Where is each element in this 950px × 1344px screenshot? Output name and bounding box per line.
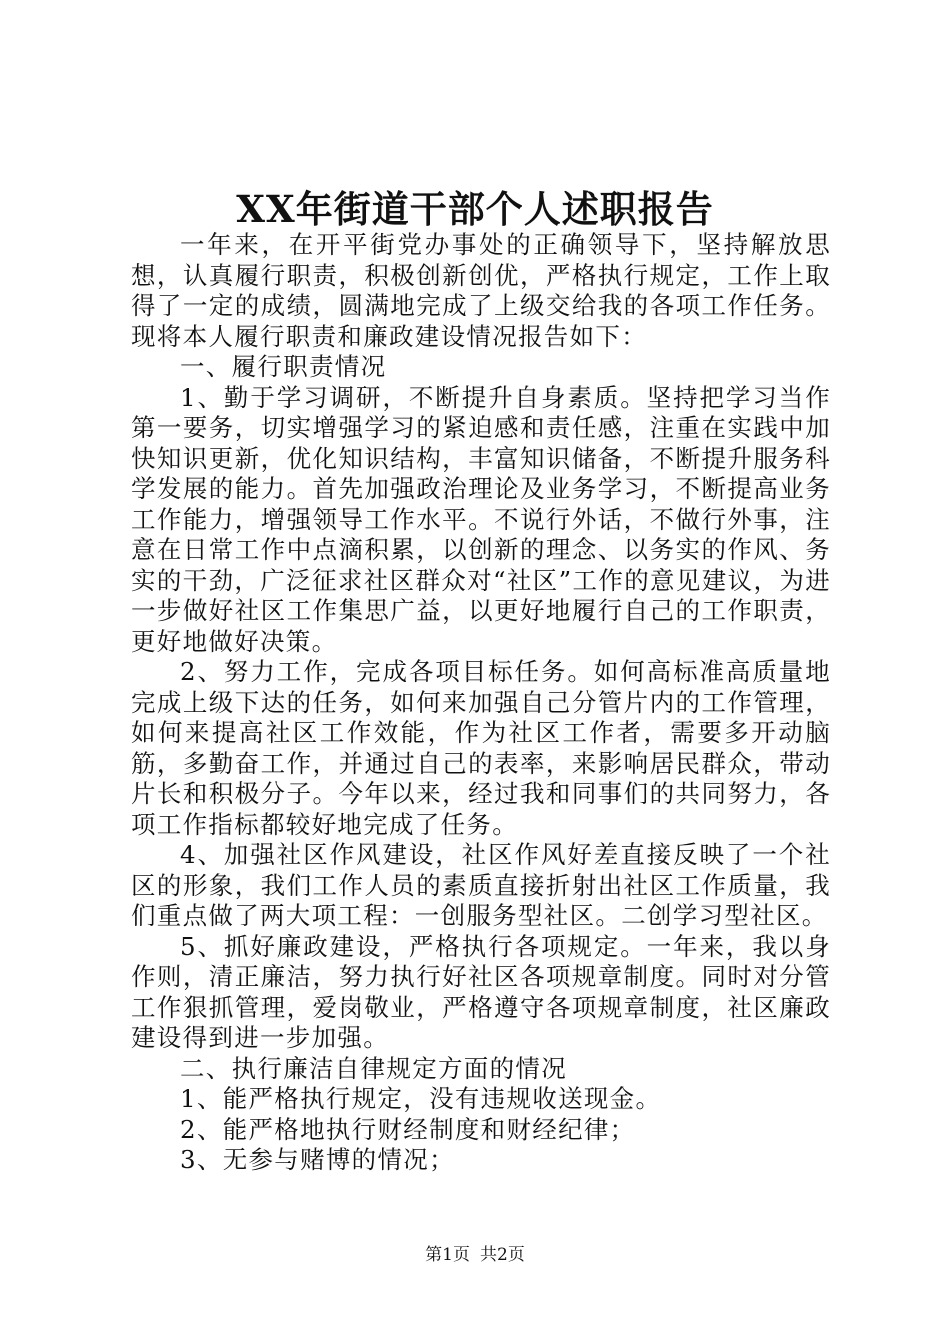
document-body — [131, 230, 831, 1176]
paragraph-style: 4、加强社区作风建设，社区作风好差直接反映了一个社区的形象，我们工作人员的素质直接折射出社区工作质量，我们重点做了两大项工程：一创服务型社区。二创学习型社区。 — [131, 840, 831, 930]
paragraph-work: 2、努力工作，完成各项目标任务。如何高标准高质量地完成上级下达的任务，如何来加强自己分管片内的工作管理，如何来提高社区工作效能，作为社区工作者，需要多开动脑筋，多勤奋工作，并通过自己的表率，来影响居民群众，带动片长和积极分子。今年以来，经过我和同事们的共同努力，各项工作指标都较好地完成了任务。 — [131, 657, 831, 839]
page-total: 共2页 — [480, 1245, 525, 1265]
paragraph-integrity: 5、抓好廉政建设，严格执行各项规定。一年来，我以身作则，清正廉洁，努力执行好社区各项规章制度。同时对分管工作狠抓管理，爱岗敬业，严格遵守各项规章制度，社区廉政建设得到进一步加强。 — [131, 931, 831, 1052]
section-heading-selfdiscipline: 二、执行廉洁自律规定方面的情况 — [180, 1053, 567, 1083]
page-footer — [0, 1243, 950, 1267]
document-title: XX年街道干部个人述职报告 — [236, 187, 714, 231]
section-heading-duties: 一、履行职责情况 — [180, 352, 387, 381]
list-item-cash: 1、能严格执行规定，没有违规收送现金。 — [180, 1084, 662, 1113]
page-number: 第1页 — [425, 1245, 470, 1265]
paragraph-study: 1、勤于学习调研，不断提升自身素质。坚持把学习当作第一要务，切实增强学习的紧迫感和责任感，注重在实践中加快知识更新，优化知识结构，丰富知识储备，不断提升服务科学发展的能力。首先加强政治理论及业务学习，不断提高业务工作能力，增强领导工作水平。不说行外话，不做行外事，注意在日常工作中点滴积累，以创新的理念、以务实的作风、务实的干劲，广泛征求社区群众对“社区”工作的意见建议，为进一步做好社区工作集思广益，以更好地履行自己的工作职责，更好地做好决策。 — [131, 382, 831, 656]
list-item-gambling: 3、无参与赌博的情况； — [180, 1145, 455, 1174]
list-item-finance: 2、能严格地执行财经制度和财经纪律； — [180, 1114, 636, 1144]
paragraph-intro: 一年来，在开平街党办事处的正确领导下，坚持解放思想，认真履行职责，积极创新创优，严格执行规定，工作上取得了一定的成绩，圆满地完成了上级交给我的各项工作任务。现将本人履行职责和廉政建设情况报告如下： — [131, 230, 831, 351]
